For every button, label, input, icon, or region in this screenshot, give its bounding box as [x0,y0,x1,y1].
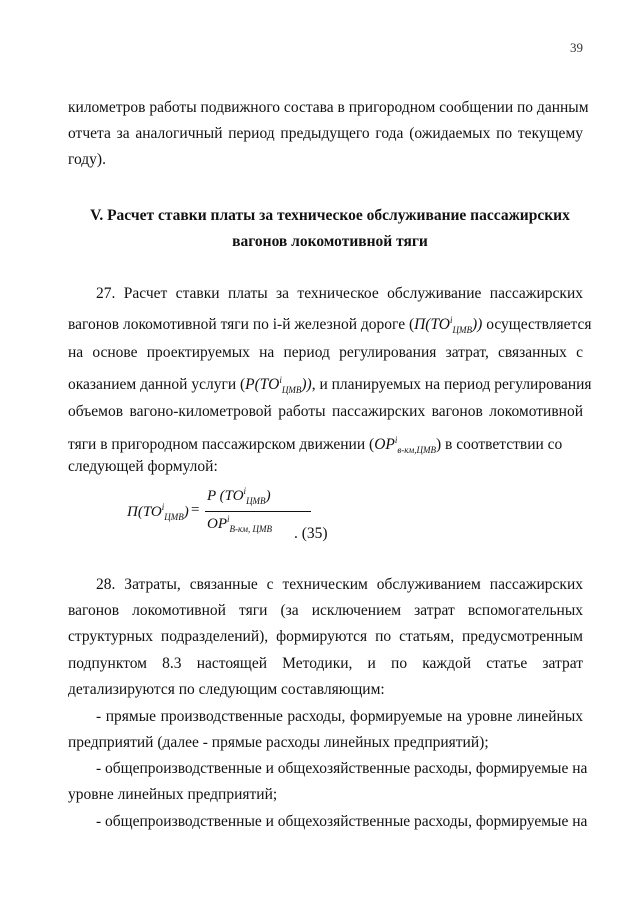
math-text: ) [265,488,271,504]
section-title-continued: вагонов локомотивной тяги [232,233,428,250]
list-item-continued: предприятий (далее - прямые расходы линейных предприятий); [68,734,489,751]
text-segment: тяги в пригородном пассажирском движении ( [68,436,375,454]
text-segment: ) в соответствии со [435,436,563,454]
math-text: P (TO [207,488,244,504]
section-title: V. Расчет ставки платы за техническое обслуживание пассажирских [90,207,570,224]
para-27-line [68,310,591,340]
math-text: П(TO [127,504,162,520]
intro-line: году). [68,151,106,168]
para-28-line: подпунктом 8.3 настоящей Методики, и по каждой статье затрат [68,655,583,672]
formula-numerator [207,486,271,506]
inline-formula [414,315,483,336]
fraction-bar [205,511,311,512]
intro-line: отчета за аналогичный период предыдущего года (ожидаемых по текущему [68,125,583,142]
inline-formula [245,375,312,396]
inline-formula [374,435,436,456]
page-number: 39 [570,40,583,55]
para-27-line [68,370,592,400]
math-text: OP [207,516,227,532]
para-27-line: следующей формулой: [68,458,218,475]
para-28-line: структурных подразделений), формируются по статьям, предусмотренным [68,628,583,645]
text-segment: вагонов локомотивной тяги по i-й железной дороге ( [68,316,415,334]
list-item-continued: уровне линейных предприятий; [68,786,278,803]
math-superscript: i [161,502,165,512]
list-item: - общепроизводственные и общехозяйственные расходы, формируемые на [96,760,588,777]
math-text: )) [472,316,483,334]
formula-equals: = [191,502,200,518]
text-segment: , и планируемых на период регулирования [311,376,592,394]
math-subscript: ЦМВ [452,325,473,336]
math-superscript: i [450,315,453,325]
math-superscript: i [243,486,247,496]
text-segment: оказанием данной услуги ( [68,376,246,394]
math-superscript: i [394,435,398,445]
math-superscript: i [227,514,230,524]
math-subscript: в-км,ЦМВ [397,445,436,456]
formula-lhs [127,502,189,522]
equation-number: . (35) [294,525,328,542]
math-subscript: ЦМВ [246,496,266,506]
math-subscript: ЦМВ [164,512,184,522]
para-28-line: детализируются по следующим составляющим: [68,681,385,698]
para-27-line: на основе проектируемых на период регулирования затрат, связанных с [68,344,583,361]
para-28-line: вагонов локомотивной тяги (за исключением затрат вспомогательных [68,602,583,619]
math-text: ) [183,504,189,520]
para-27-line: 27. Расчет ставки платы за техническое обслуживание пассажирских [96,285,583,302]
math-subscript: ЦМВ [281,385,302,396]
formula-denominator [207,514,272,534]
text-segment: осуществляется [482,316,592,334]
math-text: )) [301,376,312,394]
math-text: П(TO [414,316,450,334]
list-item: - прямые производственные расходы, формируемые на уровне линейных [96,708,583,725]
para-28-line: 28. Затраты, связанные с техническим обслуживанием пассажирских [96,576,583,593]
para-27-line: объемов вагоно-километровой работы пассажирских вагонов локомотивной [68,403,583,420]
math-subscript: В-км, ЦМВ [229,524,272,534]
math-text: P(TO [245,376,280,394]
intro-line: километров работы подвижного состава в пригородном сообщении по данным [68,99,589,116]
para-27-line [68,430,562,460]
math-text: OP [374,436,395,454]
list-item: - общепроизводственные и общехозяйственные расходы, формируемые на [96,813,588,830]
math-superscript: i [279,375,282,385]
